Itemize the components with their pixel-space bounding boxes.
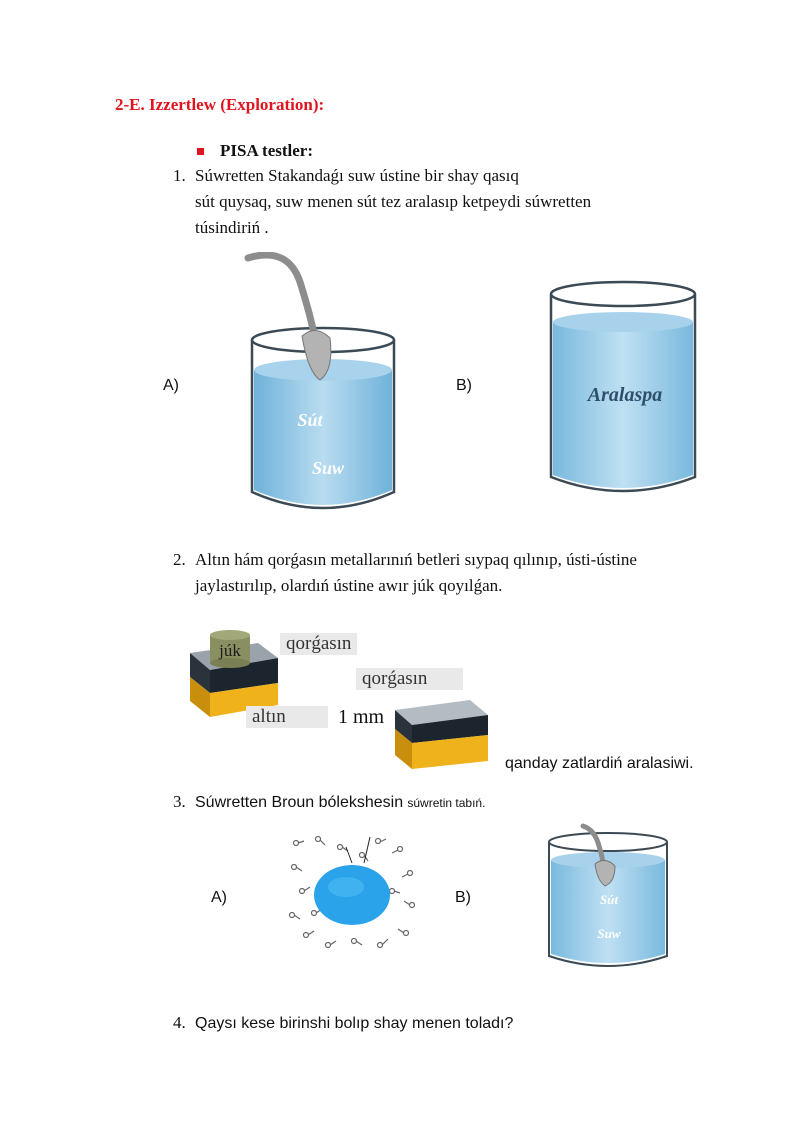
glass-label-water: Suw xyxy=(597,926,621,941)
brownian-particle-figure xyxy=(288,833,418,953)
question-2 xyxy=(173,547,753,599)
glass-label-water: Suw xyxy=(311,458,345,478)
glass-label-mixture: Aralaspa xyxy=(587,384,663,406)
q2-answer-prompt: qanday zatlardiń aralasiwi. xyxy=(505,755,694,772)
question-line: Súwretten Stakandaǵı suw ústine bir shay qasıq xyxy=(195,166,519,185)
question-text: Súwretten Broun bólekshesin xyxy=(195,794,404,811)
pisa-title-text: PISA testler: xyxy=(220,141,314,160)
question-3 xyxy=(173,789,753,816)
weight-label: júk xyxy=(219,641,241,660)
pisa-title xyxy=(197,141,313,161)
question-number: 1. xyxy=(173,166,186,185)
gold-label: altın xyxy=(246,706,328,728)
question-line: túsindiriń . xyxy=(195,218,269,237)
glass-label-milk: Sút xyxy=(599,892,619,907)
glass-label-milk: Sút xyxy=(297,410,323,430)
question-4 xyxy=(173,1010,753,1037)
question-number: 4. xyxy=(173,1013,186,1032)
question-number: 2. xyxy=(173,550,186,569)
glass-with-spoon-figure xyxy=(238,252,408,520)
question-line: Altın hám qorǵasın metallarınıń betleri sıypaq qılınıp, ústi-ústine xyxy=(195,550,637,569)
question-text: Qaysı kese birinshi bolıp shay menen toladı? xyxy=(195,1015,514,1032)
option-a-label: A) xyxy=(163,377,179,394)
gap-label: 1 mm xyxy=(338,706,385,728)
bullet-icon xyxy=(197,148,204,155)
lead-label-1: qorǵasın xyxy=(280,633,357,655)
option-b-label: B) xyxy=(456,377,472,394)
question-1 xyxy=(173,163,753,241)
question-line: sút quysaq, suw menen sút tez aralasıp ketpeydi súwretten xyxy=(195,192,592,211)
glass-with-spoon-figure-small xyxy=(543,822,673,972)
lead-label-2: qorǵasın xyxy=(356,668,463,690)
section-heading: 2-E. Izzertlew (Exploration): xyxy=(115,95,325,114)
mixed-glass-figure xyxy=(543,275,703,500)
option-b-label: B) xyxy=(455,889,471,906)
question-small-text: súwretin tabıń. xyxy=(407,796,486,810)
question-line: jaylastırılıp, olardıń ústine awır júk qoyılǵan. xyxy=(195,576,503,595)
option-a-label: A) xyxy=(211,889,227,906)
question-number: 3. xyxy=(173,792,186,811)
